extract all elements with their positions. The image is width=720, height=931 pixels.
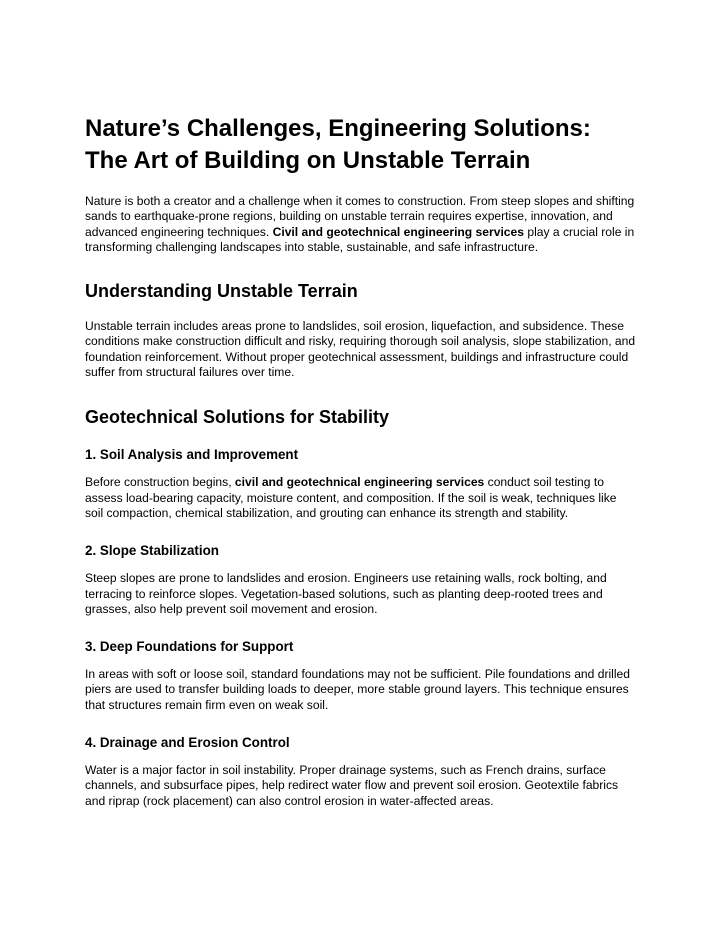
soil-text-after: conduct soil testing to assess load-bearing capacity, moisture content, and composition. If the soil is weak, techniques like soil compaction, chemical stabilization, and grouting can enhance its strength and stability. [85,475,617,520]
intro-text-after: play a crucial role in transforming challenging landscapes into stable, sustainable, and safe infrastructure. [85,224,635,254]
subheading-deep-foundations: 3. Deep Foundations for Support [85,639,294,655]
section-heading-unstable-terrain: Understanding Unstable Terrain [85,281,358,302]
soil-highlight: civil and geotechnical engineering services [234,475,485,490]
soil-text-before: Before construction begins, [85,475,235,490]
intro-text-before: Nature is both a creator and a challenge when it comes to construction. From steep slopes and shifting sands to earthquake-prone regions, building on unstable terrain requires expertise, innovation, and advanced engineering techniques. [85,194,635,239]
intro-highlight: Civil and geotechnical engineering services [272,224,524,239]
unstable-terrain-paragraph: Unstable terrain includes areas prone to landslides, soil erosion, liquefaction, and subsidence. These conditions make construction difficult and risky, requiring thorough soil analysis, slope stabilization, and foundation reinforcement. Without proper geotechnical assessment, buildings and infrastructure could suffer from structural failures over time. [85,319,636,380]
slope-stabilization-paragraph: Steep slopes are prone to landslides and erosion. Engineers use retaining walls, rock bolting, and terracing to reinforce slopes. Vegetation-based solutions, such as planting deep-rooted trees and grasses, also help prevent soil movement and erosion. [85,571,607,616]
soil-analysis-paragraph [85,475,636,521]
page-title: Nature’s Challenges, Engineering Solutions: The Art of Building on Unstable Terrain [85,115,591,174]
subheading-slope-stabilization: 2. Slope Stabilization [85,543,219,559]
subheading-soil-analysis: 1. Soil Analysis and Improvement [85,447,299,463]
deep-foundations-paragraph: In areas with soft or loose soil, standard foundations may not be sufficient. Pile foundations and drilled piers are used to transfer building loads to deeper, more stable ground layers. This technique ensures that structures remain firm even on weak soil. [85,667,630,712]
intro-paragraph [85,194,636,255]
section-heading-geotechnical-solutions: Geotechnical Solutions for Stability [85,407,390,428]
subheading-drainage-erosion: 4. Drainage and Erosion Control [85,735,290,751]
drainage-erosion-paragraph: Water is a major factor in soil instability. Proper drainage systems, such as French drains, surface channels, and subsurface pipes, help redirect water flow and prevent soil erosion. Geotextile fabrics and riprap (rock placement) can also control erosion in water-affected areas. [85,763,619,808]
